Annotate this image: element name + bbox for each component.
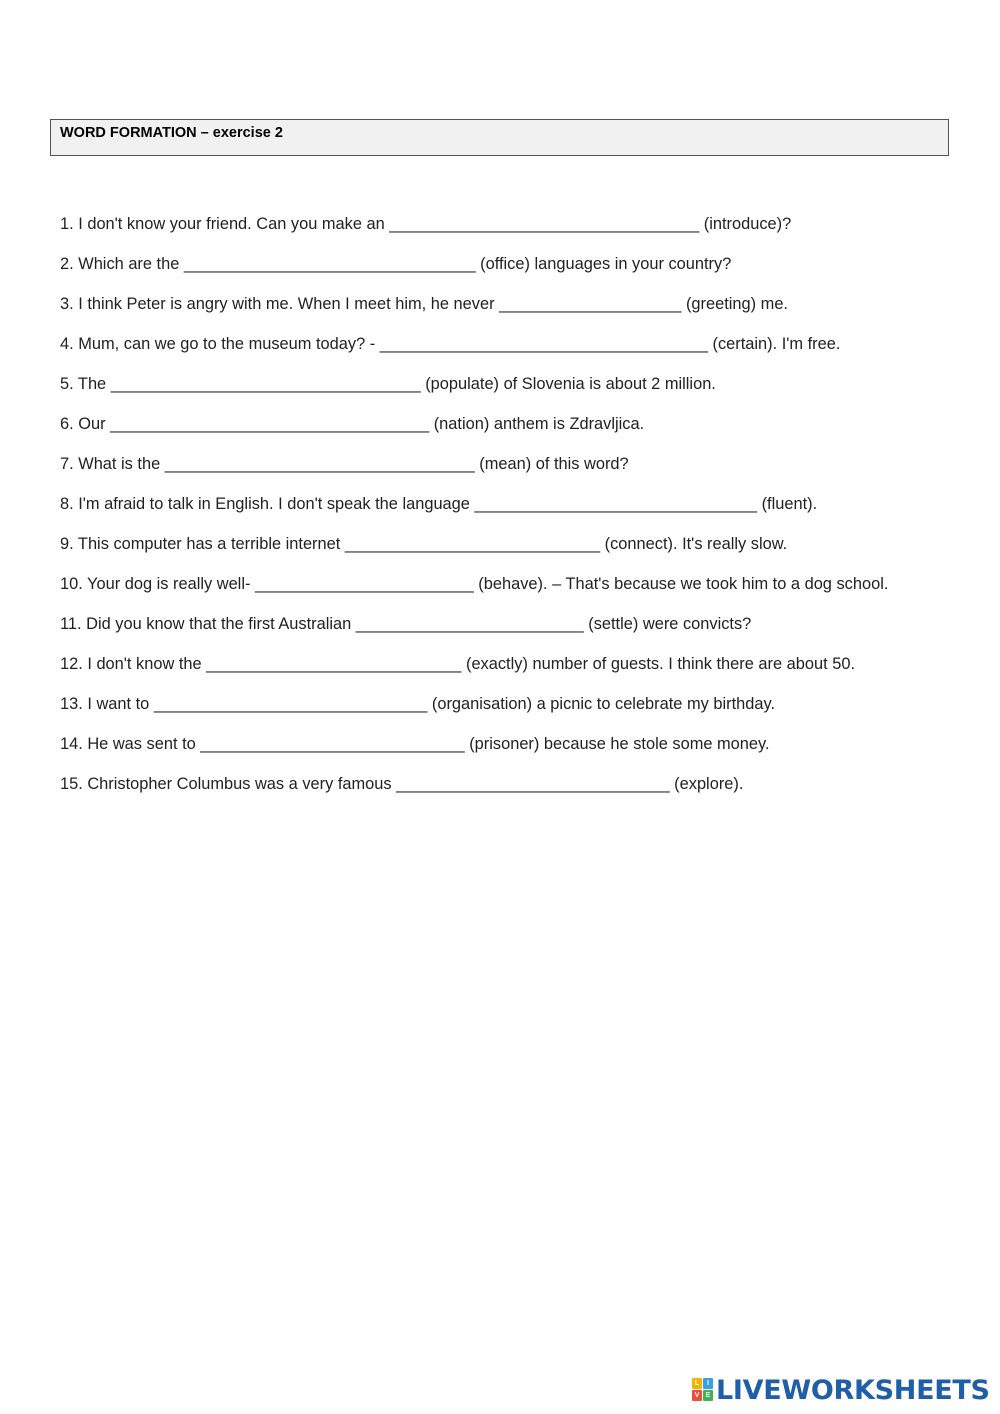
logo-letter-l: L: [692, 1378, 702, 1389]
question-15: 15. Christopher Columbus was a very famous ______________________________ (explore).: [60, 775, 744, 793]
question-14: 14. He was sent to _____________________________ (prisoner) because he stole some money.: [60, 735, 770, 753]
question-2: 2. Which are the ________________________________ (office) languages in your country?: [60, 255, 732, 273]
worksheet-title: WORD FORMATION – exercise 2: [60, 125, 283, 141]
question-5: 5. The __________________________________ (populate) of Slovenia is about 2 million.: [60, 375, 716, 393]
question-13: 13. I want to ______________________________ (organisation) a picnic to celebrate my birthday.: [60, 695, 776, 713]
question-10: 10. Your dog is really well- ________________________ (behave). – That's because we took him to a dog school.: [60, 575, 889, 593]
liveworksheets-logo-icon: [692, 1378, 714, 1402]
question-3: 3. I think Peter is angry with me. When I meet him, he never ____________________ (greeting) me.: [60, 295, 788, 313]
liveworksheets-logo: [692, 1375, 990, 1405]
logo-letter-v: V: [692, 1390, 702, 1401]
question-11: 11. Did you know that the first Australian _________________________ (settle) were convicts?: [60, 615, 752, 633]
question-list: [60, 211, 942, 811]
question-12: 12. I don't know the ____________________________ (exactly) number of guests. I think there are about 50.: [60, 655, 856, 673]
question-7: 7. What is the __________________________________ (mean) of this word?: [60, 455, 629, 473]
question-9: 9. This computer has a terrible internet ____________________________ (connect). It's really slow.: [60, 535, 788, 553]
question-4: 4. Mum, can we go to the museum today? - ____________________________________ (certain). I'm free.: [60, 335, 841, 353]
title-box: [50, 119, 949, 156]
question-6: 6. Our ___________________________________ (nation) anthem is Zdravljica.: [60, 415, 645, 433]
logo-letter-i: I: [703, 1378, 713, 1389]
logo-letter-e: E: [703, 1390, 713, 1401]
question-8: 8. I'm afraid to talk in English. I don't speak the language _______________________________ (fluent).: [60, 495, 818, 513]
question-1: 1. I don't know your friend. Can you make an __________________________________ (introduce)?: [60, 215, 792, 233]
logo-wordmark: LIVEWORKSHEETS: [716, 1374, 990, 1406]
